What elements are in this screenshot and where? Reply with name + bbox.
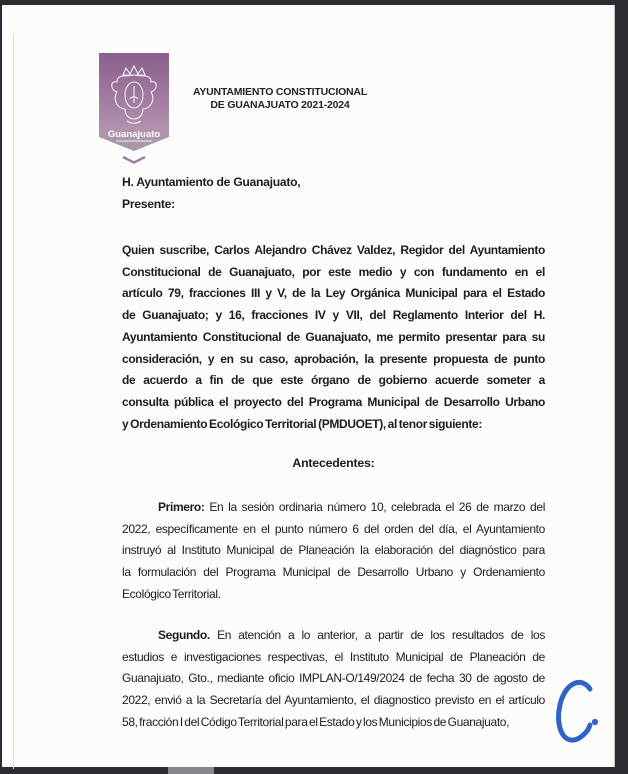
text-line: Quien suscribe, Carlos Alejandro Chávez Valdez, Regidor del Ayuntamiento — [122, 243, 545, 257]
guanajuato-logo — [99, 53, 169, 165]
recipient-line: H. Ayuntamiento de Guanajuato, — [122, 175, 301, 189]
page-left-edge-line — [13, 33, 14, 769]
letterhead-line-2: DE GUANAJUATO 2021-2024 — [210, 98, 350, 111]
text-line: Ayuntamiento Constitucional de Guanajuato, me permito presentar para su — [122, 329, 545, 344]
logo-tagline-rule — [116, 141, 152, 142]
paragraph-lines — [122, 647, 545, 734]
text-line: Ecológico Territorial. — [122, 586, 221, 601]
text-line: estudios e investigaciones respectivas, el Instituto Municipal de Planeación de — [122, 649, 545, 664]
paragraph-lead: Segundo. — [158, 628, 210, 642]
letterhead-line-1: AYUNTAMIENTO CONSTITUCIONAL — [192, 86, 368, 98]
text-line: Guanajuato, Gto., mediante oficio IMPLAN-O/149/2024 de fecha 30 de agosto de — [122, 671, 545, 686]
text-line: consideración, y en su caso, aprobación, la presente propuesta de punto — [122, 351, 545, 366]
text-line: de acuerdo a fin de que este órgano de gobierno acuerde someter a — [122, 373, 545, 388]
pennant-crest-icon — [99, 53, 169, 165]
paragraph-lines — [122, 519, 545, 606]
document-content — [2, 5, 614, 767]
document-page — [2, 5, 615, 767]
text-line: la formulación del Programa Municipal de Desarrollo Urbano y Ordenamiento — [122, 565, 545, 580]
paragraph-lead: Primero: — [158, 500, 205, 514]
paragraph-first-line-text: En la sesión ordinaria número 10, celebrada el 26 de marzo del — [209, 500, 546, 514]
text-line: 58, fracción I del Código Territorial para el Estado y los Municipios de Guanajuato, — [122, 714, 510, 729]
text-line: consulta pública el proyecto del Programa Municipal de Desarrollo Urbano — [122, 394, 545, 409]
handwritten-pen-mark — [550, 675, 604, 751]
text-line: artículo 79, fracciones III y V, de la Ley Orgánica Municipal para el Estado — [122, 286, 545, 301]
text-line: 2022, específicamente en el punto número 6 del orden del día, el Ayuntamiento — [122, 521, 545, 536]
paragraph-segundo — [122, 625, 545, 734]
text-line: Constitucional de Guanajuato, por este medio y con fundamento en el — [122, 264, 545, 279]
paragraph-first-line — [122, 497, 545, 519]
paragraph-primero — [122, 497, 545, 606]
text-line: de Guanajuato; y 16, fracciones IV y VII, del Reglamento Interior del H. — [122, 308, 545, 323]
paragraph-first-line — [122, 625, 545, 647]
text-line: 2022, envió a la Secretaría del Ayuntamiento, el diagnostico previsto en el artículo — [122, 693, 545, 708]
logo-wordmark: Guanajuato — [107, 129, 161, 140]
letterhead-title — [188, 86, 372, 111]
horizontal-scrollbar-thumb[interactable] — [168, 767, 214, 774]
intro-paragraph — [122, 240, 545, 435]
chevron-down-icon — [123, 157, 145, 163]
paragraph-first-line-text: En atención a lo anterior, a partir de los resultados de los — [217, 628, 546, 642]
text-line: y Ordenamiento Ecológico Territorial (PMDUOET), al tenor siguiente: — [122, 416, 482, 431]
recipient-block — [122, 172, 545, 215]
recipient-line: Presente: — [122, 196, 175, 211]
section-heading-antecedentes: Antecedentes: — [292, 456, 375, 470]
text-line: instruyó al Instituto Municipal de Planeación la elaboración del diagnóstico para — [122, 543, 545, 558]
